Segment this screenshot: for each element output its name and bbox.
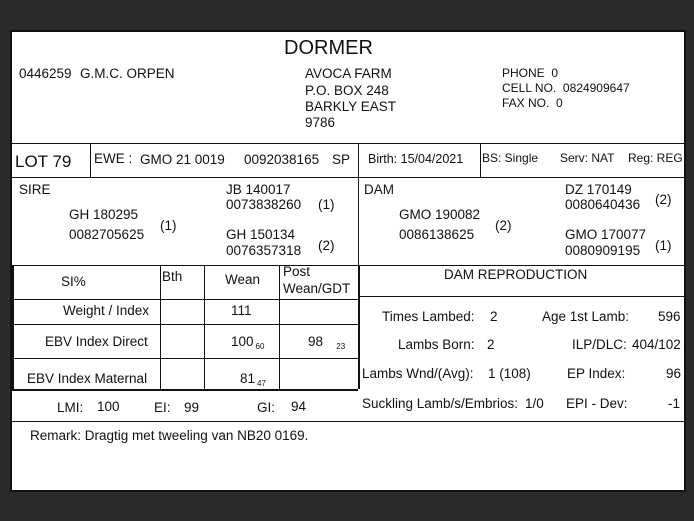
sire-dam-grade: (2) [318,238,335,253]
fax-row [502,97,563,109]
row-weight-wean: 111 [231,303,252,318]
row-direct-wean [231,335,264,349]
divider [160,265,161,389]
cell-value: 0824909647 [562,81,630,95]
age-first-lamb-label: Age 1st Lamb: [542,309,630,324]
sire-sire-grade: (1) [318,197,335,212]
sire-grade: (1) [160,218,177,233]
suckling-label: Suckling Lamb/s/Embrios: [362,396,519,411]
col-post-2: Wean/GDT [283,281,351,296]
divider [358,177,359,265]
divider [12,177,684,178]
divider [358,143,359,177]
gi-value: 94 [291,399,307,414]
ei-label: EI: [154,400,171,415]
lot-card [10,30,686,492]
ilp-dlc-label: ILP/DLC: [572,337,627,352]
sire-dam-id: GH 150134 [226,227,296,242]
lambs-born-value: 2 [487,337,495,352]
col-si: SI% [61,274,86,289]
row-maternal-wean-sub: 47 [257,379,266,388]
row-maternal-wean [240,372,266,386]
ewe-id: GMO 21 0019 [140,152,225,167]
epi-dev-value: -1 [668,396,681,411]
row-direct-post [308,335,345,349]
ewe-label: EWE : [94,151,133,166]
sire-dam-number: 0076357318 [226,243,302,258]
phone-row [502,67,558,79]
divider [12,421,684,422]
ei-value: 99 [184,400,200,415]
service: Serv: NAT [560,151,615,165]
col-post-1: Post [283,264,311,279]
dam-dam-id: GMO 170077 [565,227,647,242]
lmi-label: LMI: [57,400,84,415]
ep-index-value: 96 [666,366,682,381]
divider [358,296,684,297]
ewe-number: 0092038165 [244,152,320,167]
dam-sire-number: 0080640436 [565,197,641,212]
birth-status: BS: Single [482,151,539,165]
row-direct-wean-sub: 60 [255,342,265,351]
lambs-weaned-label: Lambs Wnd/(Avg): [362,366,474,381]
sire-id: GH 180295 [69,207,139,222]
divider [279,265,280,389]
suckling-value: 1/0 [525,396,544,411]
background-strip [0,492,694,521]
dam-dam-grade: (1) [655,238,672,253]
times-lambed-label: Times Lambed: [382,309,475,324]
row-direct-label: EBV Index Direct [45,334,148,349]
fax-label: FAX NO. [502,96,550,110]
ilp-dlc-value: 404/102 [632,337,681,352]
ewe-code: SP [332,152,351,167]
dam-repro-title: DAM REPRODUCTION [444,267,588,282]
col-bth: Bth [162,269,183,284]
divider [480,143,481,177]
divider [358,265,360,389]
dam-label: DAM [364,182,394,197]
divider [90,143,91,177]
registration: Reg: REG [628,151,683,165]
divider [12,265,14,389]
town: BARKLY EAST [305,99,397,114]
age-first-lamb-value: 596 [658,309,681,324]
cell-label: CELL NO. [502,81,557,95]
divider [12,265,684,266]
cell-row [502,82,630,94]
divider [12,324,358,325]
dam-sire-grade: (2) [655,192,672,207]
row-maternal-wean-value: 81 [240,371,256,386]
divider [12,358,358,359]
remark: Remark: Dragtig met tweeling van NB20 0169. [30,428,309,443]
dam-number: 0086138625 [399,227,475,242]
sire-label: SIRE [19,182,51,197]
fax-value: 0 [556,96,563,110]
lot-number: LOT 79 [15,152,72,171]
divider [12,299,358,300]
row-weight-label: Weight / Index [63,303,150,318]
row-direct-post-value: 98 [308,334,324,349]
dam-grade: (2) [495,218,512,233]
sire-sire-id: JB 140017 [226,182,291,197]
ep-index-label: EP Index: [567,366,626,381]
breeder-name: G.M.C. ORPEN [80,66,175,81]
lambs-born-label: Lambs Born: [398,337,475,352]
birth-date: Birth: 15/04/2021 [368,152,464,166]
lambs-weaned-value: 1 (108) [488,366,531,381]
breed-title: DORMER [284,37,373,59]
epi-dev-label: EPI - Dev: [566,396,628,411]
times-lambed-value: 2 [490,309,498,324]
row-maternal-label: EBV Index Maternal [27,371,148,386]
divider [12,389,358,391]
divider [12,143,684,144]
sire-sire-number: 0073838260 [226,197,302,212]
farm-name: AVOCA FARM [305,66,392,81]
dam-id: GMO 190082 [399,207,481,222]
phone-value: 0 [551,66,559,80]
col-wean: Wean [225,272,261,287]
dam-dam-number: 0080909195 [565,243,641,258]
dam-sire-id: DZ 170149 [565,182,632,197]
row-direct-post-sub: 23 [336,342,346,351]
po-box: P.O. BOX 248 [305,83,389,98]
lmi-value: 100 [97,399,120,414]
phone-label: PHONE [502,66,545,80]
gi-label: GI: [257,400,276,415]
postcode: 9786 [305,115,336,130]
breeder-id: 0446259 [19,66,72,81]
sire-number: 0082705625 [69,227,145,242]
row-direct-wean-value: 100 [231,334,254,349]
divider [204,265,205,389]
